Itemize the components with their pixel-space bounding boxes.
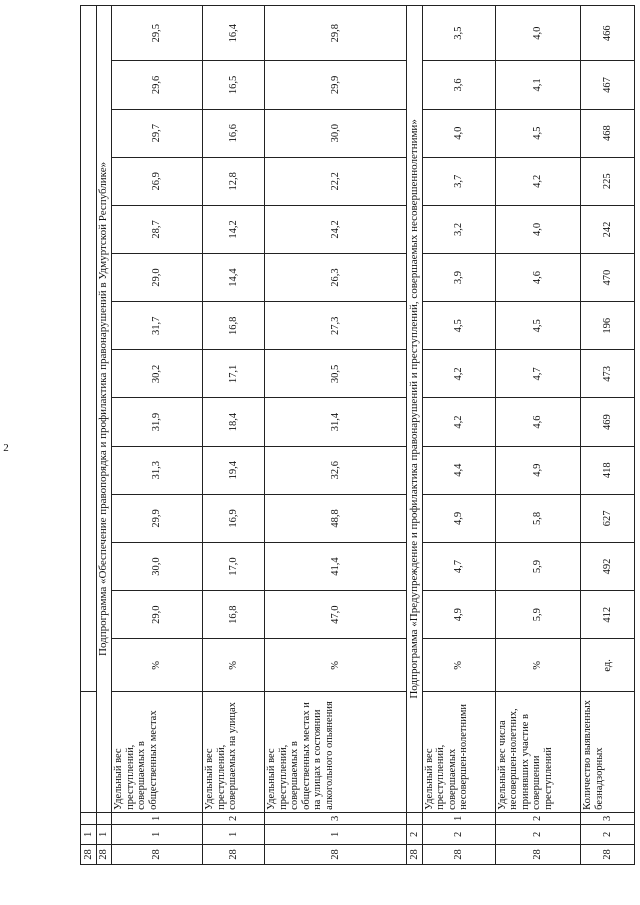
page-number: 2 (3, 442, 9, 454)
value-cell: 29,5 (112, 6, 203, 61)
indicator-name: Удельный вес преступлений, совершаемых несовершен-нолетними (422, 692, 495, 812)
sp-code-cell: 1 (112, 824, 203, 844)
value-cell: 29,9 (112, 494, 203, 542)
value-cell: 473 (581, 350, 635, 398)
value-cell: 4,7 (495, 350, 581, 398)
value-cell: 16,5 (203, 61, 265, 109)
value-cell: 31,9 (112, 398, 203, 446)
sp-code-cell: 1 (81, 824, 97, 844)
indicator-row (203, 6, 265, 865)
value-cell: 29,7 (112, 109, 203, 157)
value-cell: 16,9 (203, 494, 265, 542)
value-cell: 29,0 (112, 254, 203, 302)
value-cell: 468 (581, 109, 635, 157)
rotated-landscape-page (80, 5, 635, 865)
value-cell: 4,6 (495, 254, 581, 302)
value-cell: 3,9 (422, 254, 495, 302)
value-cell: 12,8 (203, 157, 265, 205)
unit-cell: % (422, 639, 495, 692)
value-cell: 30,5 (265, 350, 407, 398)
gp-code-cell: 28 (112, 844, 203, 864)
value-cell: 492 (581, 542, 635, 590)
value-cell: 4,2 (422, 398, 495, 446)
value-cell: 24,2 (265, 205, 407, 253)
empty-cell (81, 812, 97, 824)
value-cell: 3,2 (422, 205, 495, 253)
empty-cell (81, 692, 97, 812)
subprogram-row (407, 6, 423, 865)
indicator-name: Удельный вес преступлений, совершаемых в общественных местах и на улицах в состоянии алкогольного опьянения (265, 692, 407, 812)
value-cell: 3,7 (422, 157, 495, 205)
value-cell: 4,2 (495, 157, 581, 205)
indicator-row (581, 6, 635, 865)
sp-code-cell: 1 (203, 824, 265, 844)
value-cell: 4,4 (422, 446, 495, 494)
value-cell: 16,8 (203, 591, 265, 639)
indicator-name: Количество выявленных безнадзорных (581, 692, 635, 812)
indicators-table (80, 5, 635, 865)
value-cell: 41,4 (265, 542, 407, 590)
sp-code-cell: 1 (265, 824, 407, 844)
empty-cell (407, 812, 423, 824)
value-cell: 26,3 (265, 254, 407, 302)
unit-cell: % (112, 639, 203, 692)
value-cell: 4,0 (495, 205, 581, 253)
gp-code-cell: 28 (96, 844, 112, 864)
value-cell: 27,3 (265, 302, 407, 350)
subprogram-title: Подпрограмма «Обеспечение правопорядка и профилактика правонарушений в Удмуртской Республике» (96, 6, 112, 813)
subprogram-row (96, 6, 112, 865)
value-cell: 48,8 (265, 494, 407, 542)
sp-code-cell: 2 (422, 824, 495, 844)
indicator-number: 3 (265, 812, 407, 824)
indicator-row (495, 6, 581, 865)
value-cell: 19,4 (203, 446, 265, 494)
value-cell: 18,4 (203, 398, 265, 446)
value-cell: 412 (581, 591, 635, 639)
value-cell: 3,6 (422, 61, 495, 109)
sp-code-cell: 1 (96, 824, 112, 844)
sp-code-cell: 2 (495, 824, 581, 844)
gp-code-cell: 28 (407, 844, 423, 864)
value-cell: 4,5 (422, 302, 495, 350)
indicator-number: 1 (112, 812, 203, 824)
value-cell: 5,8 (495, 494, 581, 542)
value-cell: 4,7 (422, 542, 495, 590)
value-cell: 4,5 (495, 109, 581, 157)
sp-code-cell: 2 (581, 824, 635, 844)
value-cell: 16,4 (203, 6, 265, 61)
value-cell: 242 (581, 205, 635, 253)
value-cell: 4,9 (422, 591, 495, 639)
gp-code-cell: 28 (81, 844, 97, 864)
subprogram-title: Подпрограмма «Предупреждение и профилактика правонарушений и преступлений, совершаемых несовершеннолетними» (407, 6, 423, 813)
value-cell: 29,0 (112, 591, 203, 639)
indicator-number: 3 (581, 812, 635, 824)
unit-cell: ед. (581, 639, 635, 692)
unit-cell: % (495, 639, 581, 692)
value-cell: 29,6 (112, 61, 203, 109)
value-cell: 418 (581, 446, 635, 494)
indicator-number: 2 (495, 812, 581, 824)
value-cell: 4,9 (495, 446, 581, 494)
value-cell: 14,2 (203, 205, 265, 253)
value-cell: 4,0 (495, 6, 581, 61)
unit-cell: % (265, 639, 407, 692)
value-cell: 5,9 (495, 591, 581, 639)
value-cell: 4,5 (495, 302, 581, 350)
value-cell: 31,3 (112, 446, 203, 494)
indicator-name: Удельный вес числа несовершен-нолетних, принявших участие в совершении преступлений (495, 692, 581, 812)
value-cell: 26,9 (112, 157, 203, 205)
gp-code-cell: 28 (422, 844, 495, 864)
value-cell: 30,0 (112, 542, 203, 590)
value-cell: 29,9 (265, 61, 407, 109)
indicator-row (422, 6, 495, 865)
value-cell: 5,9 (495, 542, 581, 590)
indicator-number: 2 (203, 812, 265, 824)
empty-cell (81, 6, 97, 692)
empty-cell (96, 812, 112, 824)
value-cell: 627 (581, 494, 635, 542)
value-cell: 196 (581, 302, 635, 350)
value-cell: 467 (581, 61, 635, 109)
value-cell: 16,6 (203, 109, 265, 157)
value-cell: 31,4 (265, 398, 407, 446)
value-cell: 466 (581, 6, 635, 61)
value-cell: 14,4 (203, 254, 265, 302)
value-cell: 22,2 (265, 157, 407, 205)
value-cell: 470 (581, 254, 635, 302)
value-cell: 4,9 (422, 494, 495, 542)
value-cell: 4,2 (422, 350, 495, 398)
gp-code-cell: 28 (265, 844, 407, 864)
indicator-row (112, 6, 203, 865)
header-code-row (81, 6, 97, 865)
value-cell: 3,5 (422, 6, 495, 61)
value-cell: 32,6 (265, 446, 407, 494)
unit-cell: % (203, 639, 265, 692)
value-cell: 16,8 (203, 302, 265, 350)
value-cell: 469 (581, 398, 635, 446)
value-cell: 225 (581, 157, 635, 205)
gp-code-cell: 28 (203, 844, 265, 864)
indicator-name: Удельный вес преступлений, совершаемых в общественных местах (112, 692, 203, 812)
value-cell: 4,6 (495, 398, 581, 446)
value-cell: 28,7 (112, 205, 203, 253)
value-cell: 4,1 (495, 61, 581, 109)
value-cell: 17,1 (203, 350, 265, 398)
value-cell: 30,0 (265, 109, 407, 157)
value-cell: 31,7 (112, 302, 203, 350)
indicator-name: Удельный вес преступлений, совершаемых на улицах (203, 692, 265, 812)
sp-code-cell: 2 (407, 824, 423, 844)
indicator-number: 1 (422, 812, 495, 824)
value-cell: 47,0 (265, 591, 407, 639)
value-cell: 30,2 (112, 350, 203, 398)
value-cell: 17,0 (203, 542, 265, 590)
indicator-row (265, 6, 407, 865)
value-cell: 29,8 (265, 6, 407, 61)
gp-code-cell: 28 (495, 844, 581, 864)
gp-code-cell: 28 (581, 844, 635, 864)
value-cell: 4,0 (422, 109, 495, 157)
